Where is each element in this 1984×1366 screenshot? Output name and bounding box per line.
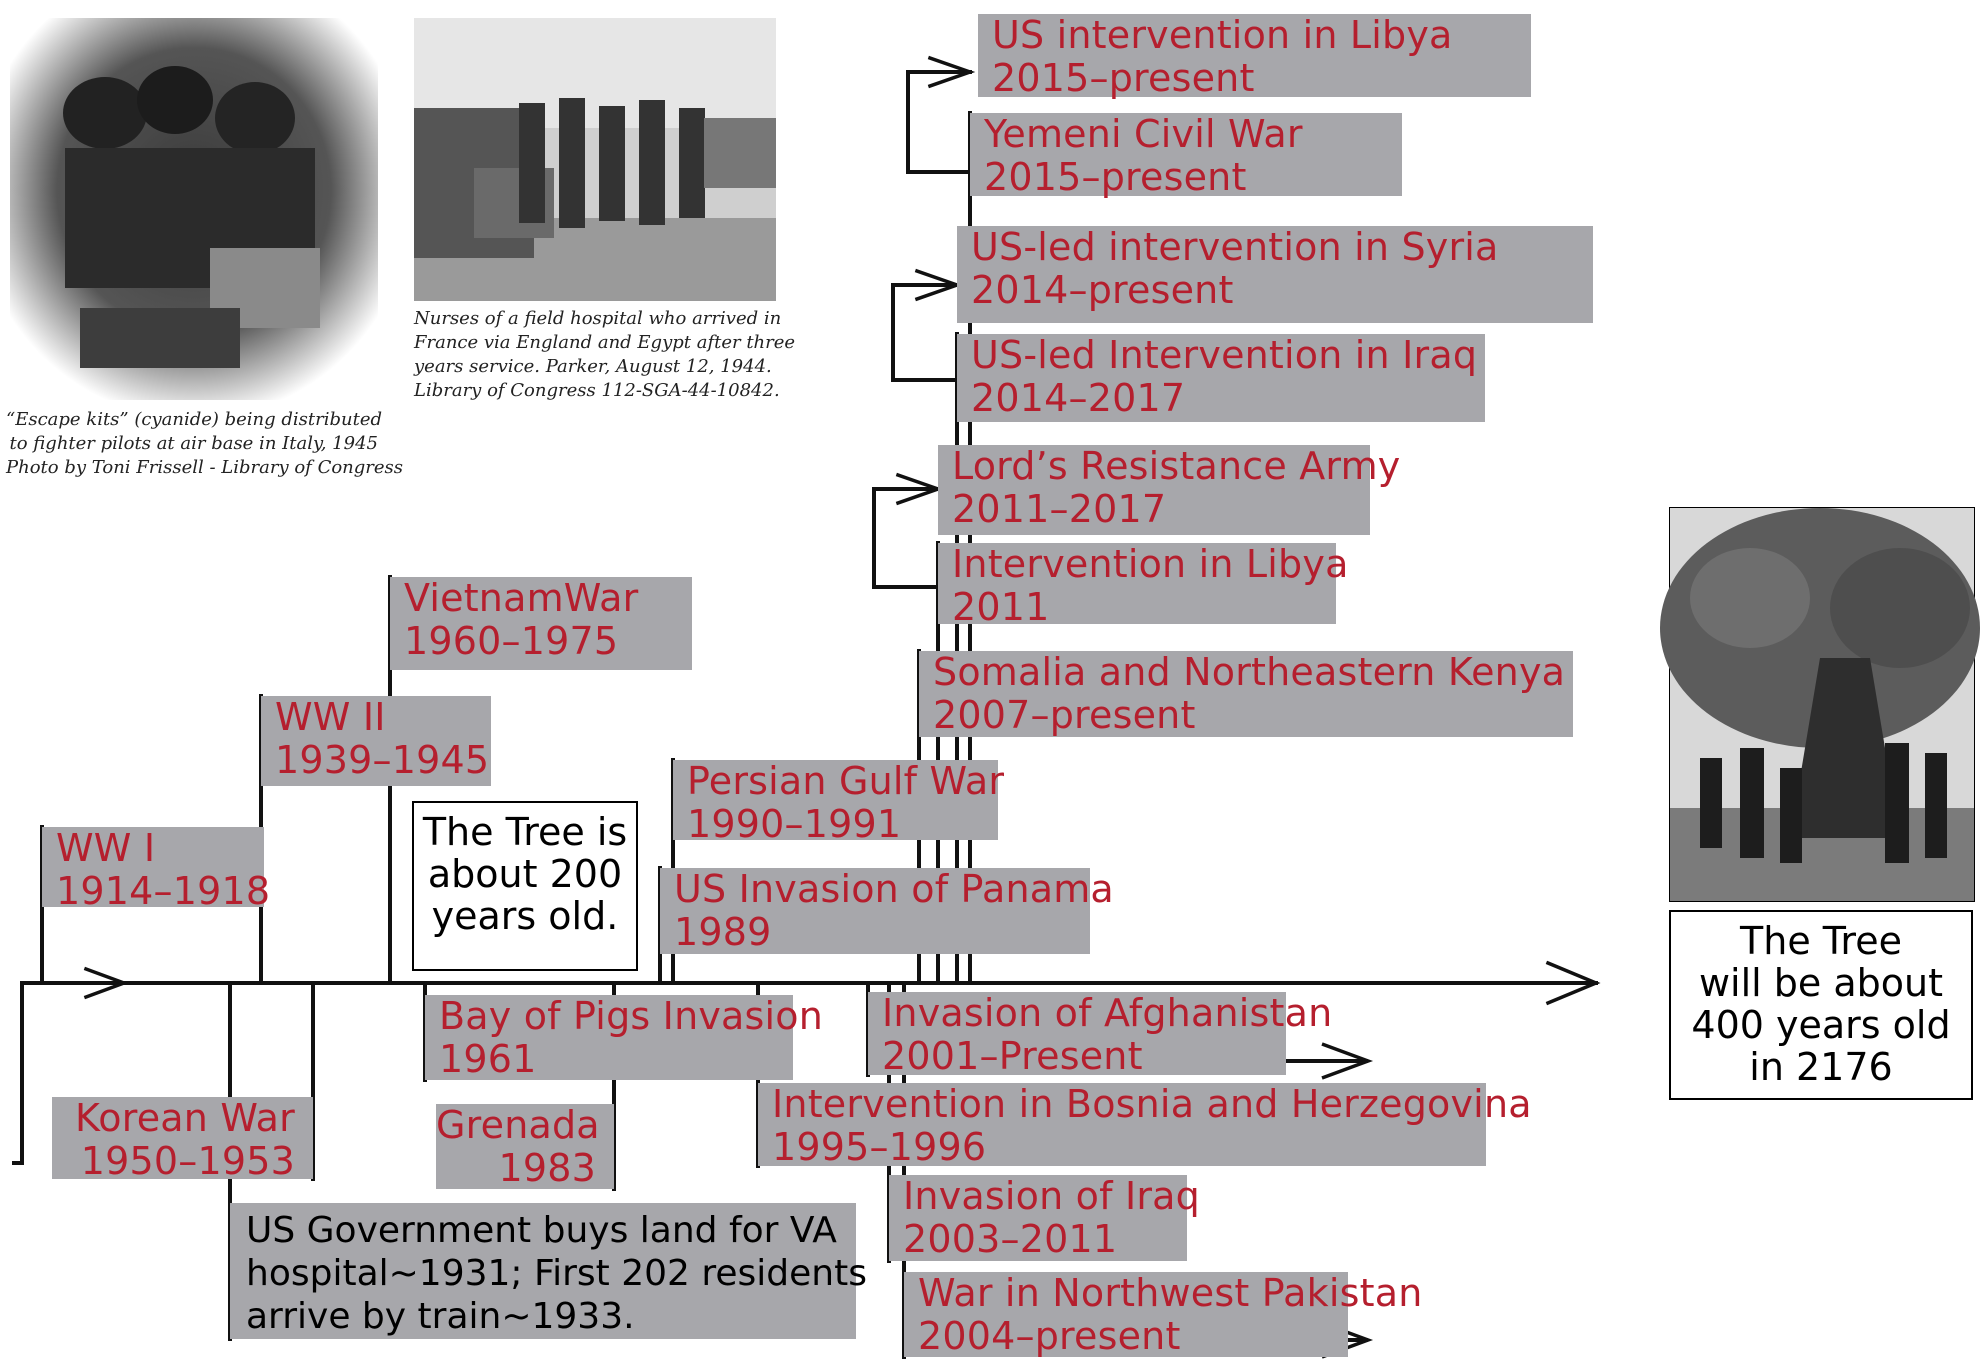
caption-photo1-line2: to fighter pilots at air base in Italy, 1945 bbox=[9, 433, 378, 454]
event-pakistan-name: War in Northwest Pakistan bbox=[918, 1271, 1423, 1315]
note-va-hospital-line3: arrive by train~1933. bbox=[246, 1296, 635, 1337]
note-tree-future-line2: will be about bbox=[1698, 961, 1944, 1005]
note-va-hospital-line2: hospital~1931; First 202 residents bbox=[246, 1253, 867, 1294]
event-lra bbox=[938, 444, 1401, 535]
event-gulf-name: Persian Gulf War bbox=[687, 759, 1005, 803]
event-libya-2011-name: Intervention in Libya bbox=[952, 542, 1349, 586]
note-tree-now-line1: The Tree is bbox=[422, 810, 628, 854]
photo-nurses-image bbox=[414, 18, 776, 301]
event-afghanistan bbox=[868, 991, 1333, 1078]
event-lra-years: 2011–2017 bbox=[952, 487, 1167, 531]
event-iraq-2014 bbox=[957, 334, 1485, 422]
event-bosnia-name: Intervention in Bosnia and Herzegovina bbox=[772, 1082, 1532, 1126]
caption-photo2-line1: Nurses of a field hospital who arrived in bbox=[414, 308, 782, 329]
caption-photo1-line3: Photo by Toni Frissell - Library of Congress bbox=[6, 457, 404, 478]
caption-photo1 bbox=[6, 408, 404, 480]
note-tree-now bbox=[412, 801, 638, 971]
caption-photo2-line2: France via England and Egypt after three bbox=[414, 332, 796, 353]
event-yemen-name: Yemeni Civil War bbox=[984, 112, 1303, 156]
loop-syria bbox=[893, 285, 957, 380]
note-va-hospital-line1: US Government buys land for VA bbox=[246, 1210, 837, 1251]
event-somalia-name: Somalia and Northeastern Kenya bbox=[933, 650, 1566, 694]
caption-photo2-line4: Library of Congress 112-SGA-44-10842. bbox=[414, 380, 780, 401]
event-pakistan bbox=[904, 1271, 1423, 1358]
loop-libya2015 bbox=[908, 72, 970, 172]
event-yemen bbox=[970, 112, 1402, 199]
photo-nurses bbox=[414, 18, 776, 301]
event-iraq-2003-name: Invasion of Iraq bbox=[903, 1174, 1200, 1218]
event-panama-years: 1989 bbox=[674, 910, 772, 954]
event-bay-of-pigs bbox=[425, 994, 824, 1081]
event-iraq-2014-years: 2014–2017 bbox=[971, 376, 1186, 420]
event-bay-of-pigs-name: Bay of Pigs Invasion bbox=[439, 994, 824, 1038]
loop-lra bbox=[874, 489, 938, 587]
event-bosnia-years: 1995–1996 bbox=[772, 1125, 987, 1169]
note-tree-future-line1: The Tree bbox=[1740, 919, 1902, 963]
event-afghanistan-years: 2001–Present bbox=[882, 1034, 1143, 1078]
event-gulf bbox=[673, 759, 1005, 846]
photo-escape-kits-image bbox=[10, 18, 378, 400]
event-syria bbox=[957, 226, 1593, 323]
event-syria-name: US-led intervention in Syria bbox=[971, 225, 1499, 269]
event-afghanistan-name: Invasion of Afghanistan bbox=[882, 991, 1333, 1035]
event-ww2-name: WW II bbox=[275, 695, 386, 739]
event-panama-name: US Invasion of Panama bbox=[674, 867, 1114, 911]
note-tree-future-line4: in 2176 bbox=[1749, 1045, 1893, 1089]
event-vietnam-years: 1960–1975 bbox=[404, 619, 619, 663]
event-libya-2011-years: 2011 bbox=[952, 585, 1050, 629]
photo-tree-image bbox=[1670, 508, 1974, 901]
event-syria-years: 2014–present bbox=[971, 268, 1234, 312]
note-va-hospital bbox=[230, 1203, 867, 1339]
event-iraq-2003-years: 2003–2011 bbox=[903, 1217, 1118, 1261]
event-bay-of-pigs-years: 1961 bbox=[439, 1037, 537, 1081]
event-libya-2015-name: US intervention in Libya bbox=[992, 13, 1453, 57]
event-panama bbox=[660, 867, 1114, 954]
event-libya-2015 bbox=[978, 13, 1531, 100]
event-iraq-2003 bbox=[889, 1174, 1200, 1261]
event-libya-2011 bbox=[938, 542, 1349, 629]
event-grenada-years: 1983 bbox=[498, 1146, 596, 1190]
note-tree-now-line3: years old. bbox=[431, 894, 619, 938]
event-ww1-name: WW I bbox=[56, 826, 156, 870]
start-bracket bbox=[14, 983, 42, 1163]
event-lra-name: Lord’s Resistance Army bbox=[952, 444, 1401, 488]
photo-escape-kits bbox=[10, 18, 378, 400]
event-grenada-name: Grenada bbox=[436, 1103, 600, 1147]
event-somalia bbox=[919, 651, 1573, 737]
caption-photo2 bbox=[414, 307, 795, 403]
event-korea bbox=[52, 1096, 313, 1183]
event-ww1-years: 1914–1918 bbox=[56, 869, 271, 913]
event-pakistan-years: 2004–present bbox=[918, 1314, 1181, 1358]
event-vietnam bbox=[390, 577, 692, 670]
caption-photo1-line1: “Escape kits” (cyanide) being distributed bbox=[6, 409, 383, 430]
event-bosnia bbox=[758, 1082, 1532, 1169]
note-tree-future-line3: 400 years old bbox=[1691, 1003, 1951, 1047]
event-grenada bbox=[436, 1104, 614, 1189]
event-ww1 bbox=[42, 826, 271, 913]
event-gulf-years: 1990–1991 bbox=[687, 802, 902, 846]
event-libya-2015-years: 2015–present bbox=[992, 56, 1255, 100]
event-vietnam-name: VietnamWar bbox=[404, 576, 639, 620]
event-korea-name: Korean War bbox=[75, 1096, 295, 1140]
event-korea-years: 1950–1953 bbox=[80, 1139, 295, 1183]
note-tree-now-line2: about 200 bbox=[427, 852, 623, 896]
photo-tree bbox=[1669, 507, 1975, 902]
event-ww2 bbox=[261, 696, 491, 786]
caption-photo2-line3: years service. Parker, August 12, 1944. bbox=[414, 356, 772, 377]
note-tree-future bbox=[1669, 910, 1973, 1100]
event-ww2-years: 1939–1945 bbox=[275, 738, 490, 782]
event-iraq-2014-name: US-led Intervention in Iraq bbox=[971, 333, 1478, 377]
event-yemen-years: 2015–present bbox=[984, 155, 1247, 199]
event-somalia-years: 2007–present bbox=[933, 693, 1196, 737]
